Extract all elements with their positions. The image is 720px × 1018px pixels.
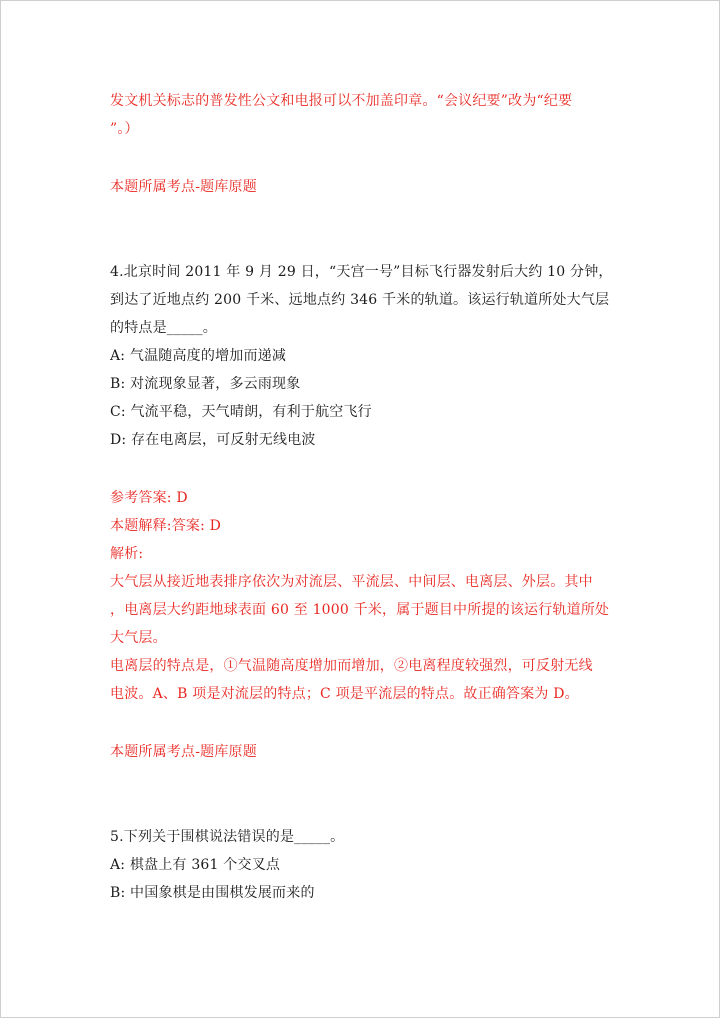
q4-question-source: 本题所属考点-题库原题 <box>110 744 257 760</box>
q4-analysis-label: 解析: <box>110 546 144 562</box>
q4-analysis-line-1: 大气层从接近地表排序依次为对流层、平流层、中间层、电离层、外层。其中 <box>110 574 593 590</box>
q4-stem-line-1: 4.北京时间 2011 年 9 月 29 日，“天宫一号”目标飞行器发射后大约 10 分钟， <box>110 264 613 280</box>
q4-analysis-line-4: 电离层的特点是，①气温随高度增加而增加，②电离程度较强烈，可反射无线 <box>110 658 593 674</box>
prev-explanation-line-2: ”。） <box>110 121 139 137</box>
q4-analysis-line-5: 电波。A、B 项是对流层的特点；C 项是平流层的特点。故正确答案为 D。 <box>110 686 579 702</box>
q4-analysis-line-3: 大气层。 <box>110 630 167 646</box>
q4-reference-answer: 参考答案: D <box>110 490 188 506</box>
prev-question-source: 本题所属考点-题库原题 <box>110 179 257 195</box>
q5-option-b: B: 中国象棋是由围棋发展而来的 <box>110 885 315 901</box>
q4-analysis-line-2: ，电离层大约距地球表面 60 至 1000 千米，属于题目中所提的该运行轨道所处 <box>110 602 610 618</box>
q5-stem: 5.下列关于围棋说法错误的是_____。 <box>110 829 345 845</box>
q4-option-a: A: 气温随高度的增加而递减 <box>110 348 287 364</box>
q4-stem-line-2: 到达了近地点约 200 千米、远地点约 346 千米的轨道。该运行轨道所处大气层 <box>110 292 610 308</box>
prev-explanation-line-1: 发文机关标志的普发性公文和电报可以不加盖印章。“会议纪要”改为“纪要 <box>110 93 573 109</box>
q4-option-d: D: 存在电离层，可反射无线电波 <box>110 432 316 448</box>
q4-option-c: C: 气流平稳，天气晴朗，有利于航空飞行 <box>110 404 372 420</box>
q4-option-b: B: 对流现象显著，多云雨现象 <box>110 376 301 392</box>
q4-stem-line-3: 的特点是_____。 <box>110 320 217 336</box>
q5-option-a: A: 棋盘上有 361 个交叉点 <box>110 857 281 873</box>
q4-explanation-answer: 本题解释:答案: D <box>110 518 222 534</box>
